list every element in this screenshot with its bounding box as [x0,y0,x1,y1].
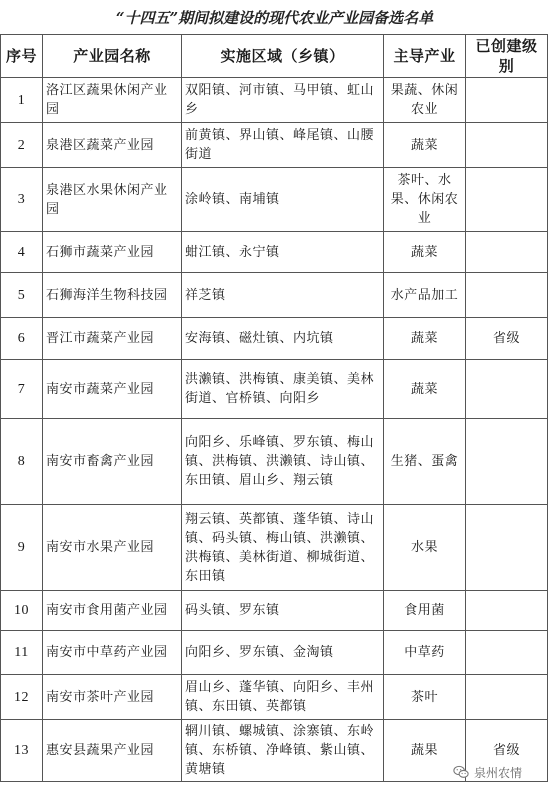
cell-industry: 蔬菜 [384,123,466,168]
cell-area: 双阳镇、河市镇、马甲镇、虹山乡 [182,78,384,123]
cell-level [466,78,548,123]
cell-name: 晋江市蔬菜产业园 [43,318,182,360]
cell-name: 泉港区蔬菜产业园 [43,123,182,168]
page-title: “十四五”期间拟建设的现代农业产业园备选名单 [115,9,434,27]
cell-no: 9 [1,505,43,591]
cell-area: 涂岭镇、南埔镇 [182,168,384,232]
cell-name: 洛江区蔬果休闲产业园 [43,78,182,123]
cell-level [466,360,548,419]
cell-area: 前黄镇、界山镇、峰尾镇、山腰街道 [182,123,384,168]
cell-no: 5 [1,273,43,318]
cell-level [466,675,548,720]
cell-industry: 茶叶、水果、休闲农业 [384,168,466,232]
cell-industry: 茶叶 [384,675,466,720]
watermark [452,760,522,784]
table-row [1,505,548,591]
cell-name: 惠安县蔬果产业园 [43,720,182,782]
table-row [1,631,548,675]
cell-no: 7 [1,360,43,419]
cell-no: 4 [1,232,43,273]
table-row [1,78,548,123]
cell-industry: 水果 [384,505,466,591]
table-header-row [1,35,548,78]
cell-industry: 蔬菜 [384,232,466,273]
cell-name: 南安市食用菌产业园 [43,591,182,631]
cell-name: 南安市蔬菜产业园 [43,360,182,419]
table-row [1,273,548,318]
cell-name: 石狮海洋生物科技园 [43,273,182,318]
table-row [1,419,548,505]
table-row [1,675,548,720]
cell-industry: 蔬菜 [384,360,466,419]
park-list-table [0,34,548,782]
cell-no: 3 [1,168,43,232]
cell-level [466,505,548,591]
cell-no: 12 [1,675,43,720]
cell-level [466,273,548,318]
cell-industry: 蔬果 [384,720,466,782]
table-row [1,232,548,273]
cell-area: 眉山乡、蓬华镇、向阳乡、丰州镇、东田镇、英都镇 [182,675,384,720]
cell-name: 泉港区水果休闲产业园 [43,168,182,232]
cell-area: 安海镇、磁灶镇、内坑镇 [182,318,384,360]
header-industry: 主导产业 [384,35,466,78]
cell-area: 向阳乡、乐峰镇、罗东镇、梅山镇、洪梅镇、洪濑镇、诗山镇、东田镇、眉山乡、翔云镇 [182,419,384,505]
header-level: 已创建级别 [466,35,548,78]
cell-area: 洪濑镇、洪梅镇、康美镇、美林街道、官桥镇、向阳乡 [182,360,384,419]
cell-no: 6 [1,318,43,360]
cell-area: 向阳乡、罗东镇、金淘镇 [182,631,384,675]
cell-area: 码头镇、罗东镇 [182,591,384,631]
cell-level [466,168,548,232]
cell-no: 13 [1,720,43,782]
table-row [1,360,548,419]
table-row [1,591,548,631]
cell-no: 1 [1,78,43,123]
cell-area: 翔云镇、英都镇、蓬华镇、诗山镇、码头镇、梅山镇、洪濑镇、洪梅镇、美林街道、柳城街道、东田镇 [182,505,384,591]
cell-level: 省级 [466,318,548,360]
cell-level [466,419,548,505]
cell-industry: 生猪、蛋禽 [384,419,466,505]
cell-level [466,631,548,675]
watermark-text: 泉州农情 [474,765,523,780]
cell-name: 石狮市蔬菜产业园 [43,232,182,273]
cell-level [466,123,548,168]
cell-area: 蚶江镇、永宁镇 [182,232,384,273]
table-row [1,123,548,168]
cell-name: 南安市畜禽产业园 [43,419,182,505]
table-row [1,168,548,232]
cell-no: 8 [1,419,43,505]
cell-area: 辋川镇、螺城镇、涂寨镇、东岭镇、东桥镇、净峰镇、紫山镇、黄塘镇 [182,720,384,782]
cell-name: 南安市水果产业园 [43,505,182,591]
cell-industry: 果蔬、休闲农业 [384,78,466,123]
cell-no: 11 [1,631,43,675]
cell-level [466,591,548,631]
cell-level: 省级 [466,720,548,782]
header-name: 产业园名称 [43,35,182,78]
cell-industry: 中草药 [384,631,466,675]
cell-industry: 蔬菜 [384,318,466,360]
header-no: 序号 [1,35,43,78]
table-row [1,318,548,360]
cell-area: 祥芝镇 [182,273,384,318]
header-area: 实施区域（乡镇） [182,35,384,78]
cell-no: 2 [1,123,43,168]
cell-no: 10 [1,591,43,631]
cell-level [466,232,548,273]
wechat-icon [452,763,470,781]
cell-name: 南安市中草药产业园 [43,631,182,675]
cell-name: 南安市茶叶产业园 [43,675,182,720]
cell-industry: 食用菌 [384,591,466,631]
cell-industry: 水产品加工 [384,273,466,318]
